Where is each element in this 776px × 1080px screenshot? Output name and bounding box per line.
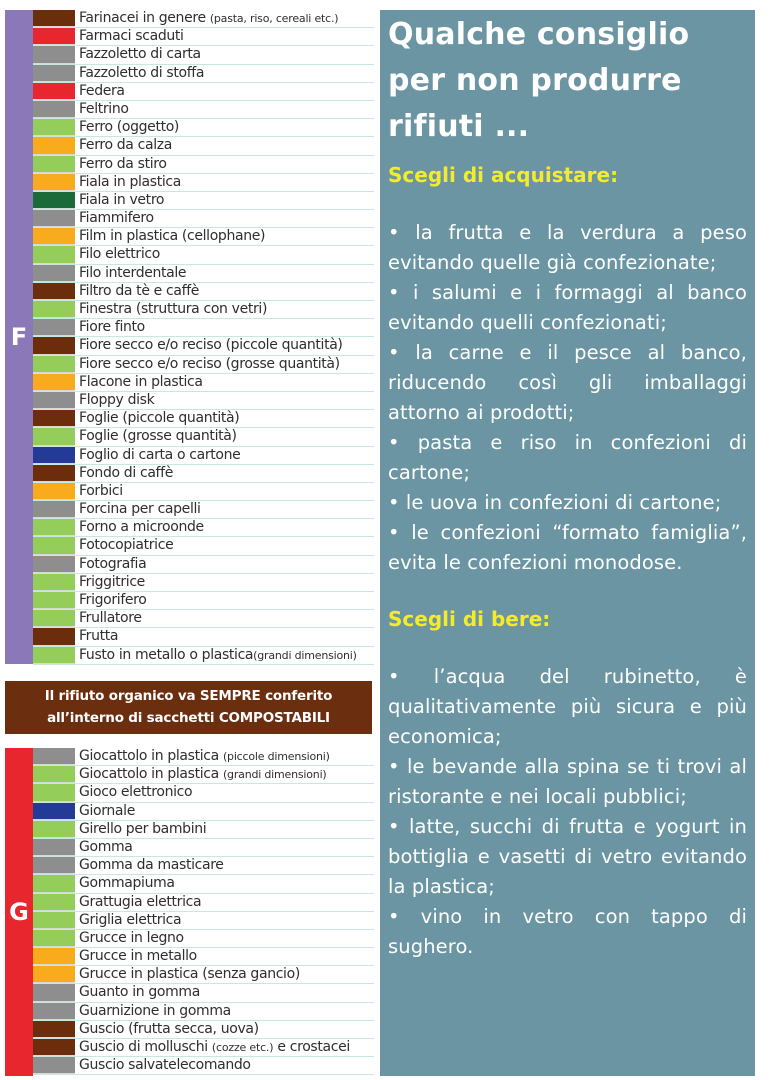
item-text: Guscio (frutta secca, uova) [79,1020,259,1037]
bin-color-swatch [33,556,75,573]
item-text: Fiala in vetro [79,191,165,208]
bin-color-swatch [33,428,75,445]
bin-color-swatch [33,766,75,783]
item-label [75,483,374,500]
bin-color-swatch [33,592,75,609]
drink-heading: Scegli di bere: [388,607,551,631]
item-note: (piccole dimensioni) [222,750,330,763]
item-label [75,803,374,820]
list-item [33,556,374,574]
list-item [33,65,374,83]
section-letter-f: F [10,323,28,351]
item-text: Frutta [79,628,119,645]
item-text: Filo interdentale [79,264,187,281]
item-label [75,930,374,947]
list-item [33,647,374,665]
bin-color-swatch [33,984,75,1001]
list-item [33,948,374,966]
bin-color-swatch [33,821,75,838]
item-text: Grucce in metallo [79,948,197,965]
item-text: Farmaci scaduti [79,28,184,45]
item-label [75,821,374,838]
list-item [33,930,374,948]
item-label [75,174,374,191]
buy-tip: • pasta e riso in confezioni di cartone; [388,431,747,484]
item-label [75,839,374,856]
item-note: (pasta, riso, cereali etc.) [209,12,339,25]
item-text: Foglio di carta o cartone [79,446,241,463]
item-label [75,1003,374,1020]
item-label [75,610,374,627]
list-item [33,101,374,119]
bin-color-swatch [33,803,75,820]
item-text: Grucce in plastica (senza gancio) [79,966,300,983]
bin-color-swatch [33,301,75,318]
item-text: Flacone in plastica [79,373,203,390]
letter-bar-g [5,748,33,1076]
item-label [75,628,374,645]
list-item [33,301,374,319]
item-text: Giocattolo in plastica [79,748,223,764]
item-text: Grattugia elettrica [79,893,202,910]
item-text: Farinacei in genere [79,10,210,26]
tips-title-line: per non produrre [388,63,682,98]
list-item [33,356,374,374]
list-item [33,246,374,264]
list-item [33,265,374,283]
item-label [75,948,374,965]
bin-color-swatch [33,839,75,856]
list-item [33,501,374,519]
item-text: Guscio salvatelecomando [79,1057,251,1074]
item-label [75,556,374,573]
list-item [33,1003,374,1021]
bin-color-swatch [33,447,75,464]
list-item [33,83,374,101]
bin-color-swatch [33,210,75,227]
list-item [33,1057,374,1075]
bin-color-swatch [33,137,75,154]
item-text: Ferro da stiro [79,155,167,172]
item-text: Gioco elettronico [79,784,193,801]
list-item [33,748,374,766]
item-label [75,46,374,63]
item-label [75,519,374,536]
item-label [75,784,374,801]
bin-color-swatch [33,337,75,354]
item-label [75,246,374,263]
item-label [75,1039,374,1056]
item-label [75,65,374,82]
list-item [33,428,374,446]
item-label [75,374,374,391]
bin-color-swatch [33,356,75,373]
list-item [33,283,374,301]
bin-color-swatch [33,101,75,118]
item-label [75,410,374,427]
bin-color-swatch [33,574,75,591]
list-item [33,465,374,483]
item-text: Giornale [79,802,135,819]
item-text: Fiore finto [79,319,145,336]
item-label [75,356,374,373]
bin-color-swatch [33,410,75,427]
list-item [33,875,374,893]
item-text: Guscio di molluschi [79,1039,212,1055]
drink-tip: • l’acqua del rubinetto, è qualitativamente più sicura e più economica; [388,665,747,748]
buy-tip: • la carne e il pesce al banco, riducendo così gli imballaggi attorno ai prodotti; [388,341,747,424]
tips-title-line: Qualche consiglio [388,17,690,52]
item-label [75,984,374,1001]
drink-tip: • latte, succhi di frutta e yogurt in bottiglia e vasetti di vetro evitando la plastica; [388,815,747,898]
item-text: Gommapiuma [79,875,175,892]
item-label [75,10,374,27]
item-text: Fiore secco e/o reciso (grosse quantità) [79,355,340,372]
item-text: Filo elettrico [79,246,160,263]
item-note: (cozze etc.) [211,1041,274,1054]
list-item [33,912,374,930]
bin-color-swatch [33,501,75,518]
banner-line-1: Il rifiuto organico va SEMPRE conferito [44,688,333,704]
item-text: Forno a microonde [79,519,204,536]
item-list-g [33,748,374,1075]
item-text: Frigorifero [79,592,147,608]
list-item [33,374,374,392]
item-label [75,447,374,464]
item-text: Finestra (struttura con vetri) [79,301,268,317]
bin-color-swatch [33,610,75,627]
item-label [75,392,374,409]
item-label [75,210,374,227]
bin-color-swatch [33,392,75,409]
bin-color-swatch [33,228,75,245]
item-label [75,766,374,783]
item-label [75,156,374,173]
list-item [33,766,374,784]
list-item [33,574,374,592]
tips-title [388,12,747,150]
list-item [33,447,374,465]
item-text: Federa [79,82,125,99]
list-item [33,483,374,501]
item-text-after: e crostacei [273,1039,350,1055]
item-text: Feltrino [79,100,129,117]
item-text: Filtro da tè e caffè [79,282,200,299]
bin-color-swatch [33,265,75,282]
item-text: Frullatore [79,610,142,627]
item-text: Fiore secco e/o reciso (piccole quantità) [79,337,343,354]
bin-color-swatch [33,374,75,391]
list-item [33,156,374,174]
bin-color-swatch [33,119,75,136]
bin-color-swatch [33,857,75,874]
list-item [33,984,374,1002]
item-text: Fazzoletto di carta [79,46,201,63]
list-item [33,137,374,155]
bin-color-swatch [33,83,75,100]
bin-color-swatch [33,948,75,965]
compost-banner [5,681,372,734]
item-label [75,912,374,929]
item-label [75,592,374,609]
list-item [33,537,374,555]
letter-bar-f [5,10,33,664]
list-item [33,410,374,428]
drink-tip: • le bevande alla spina se ti trovi al ristorante e nei locali pubblici; [388,755,747,808]
list-item [33,10,374,28]
list-item [33,821,374,839]
item-label [75,101,374,118]
list-item [33,894,374,912]
buy-tip: • la frutta e la verdura a peso evitando quelle già confezionate; [388,221,747,274]
item-text: Giocattolo in plastica [79,766,223,783]
item-text: Guarnizione in gomma [79,1002,231,1019]
drink-tip: • vino in vetro con tappo di sughero. [388,905,747,958]
item-label [75,966,374,983]
item-text: Fotocopiatrice [79,537,174,554]
bin-color-swatch [33,912,75,929]
item-text: Forbici [79,482,123,499]
item-list-f [33,10,374,665]
bin-color-swatch [33,519,75,536]
banner-line-2: all’interno di sacchetti COMPOSTABILI [47,710,330,726]
bin-color-swatch [33,1057,75,1074]
item-label [75,228,374,245]
item-text: Floppy disk [79,391,155,408]
item-text: Ferro da calza [79,137,172,154]
list-item [33,628,374,646]
item-label [75,337,374,354]
bin-color-swatch [33,628,75,645]
bin-color-swatch [33,875,75,892]
item-label [75,857,374,874]
item-text: Fondo di caffè [79,464,173,481]
item-label [75,875,374,892]
buy-tip: • i salumi e i formaggi al banco evitando quelli confezionati; [388,281,747,334]
item-label [75,137,374,154]
item-label [75,537,374,554]
bin-color-swatch [33,930,75,947]
item-label [75,28,374,45]
item-label [75,748,374,765]
item-label [75,301,374,318]
list-item [33,803,374,821]
list-item [33,337,374,355]
list-item [33,1021,374,1039]
item-text: Fiammifero [79,210,154,227]
list-item [33,119,374,137]
bin-color-swatch [33,894,75,911]
bin-color-swatch [33,1039,75,1056]
item-text: Foglie (grosse quantità) [79,428,237,445]
list-item [33,592,374,610]
item-text: Guanto in gomma [79,984,200,1001]
bin-color-swatch [33,174,75,191]
item-label [75,647,374,664]
bin-color-swatch [33,65,75,82]
list-item [33,392,374,410]
item-text: Fotografia [79,555,147,572]
list-item [33,46,374,64]
bin-color-swatch [33,319,75,336]
bin-color-swatch [33,465,75,482]
item-label [75,574,374,591]
list-item [33,966,374,984]
list-item [33,28,374,46]
item-text: Gomma da masticare [79,857,224,874]
buy-tip: • le uova in confezioni di cartone; [388,491,722,514]
item-label [75,119,374,136]
item-text: Gomma [79,838,133,855]
list-item [33,857,374,875]
bin-color-swatch [33,28,75,45]
item-label [75,1021,374,1038]
bin-color-swatch [33,1021,75,1038]
item-label [75,83,374,100]
item-label [75,192,374,209]
item-note: (grandi dimensioni) [222,768,327,782]
bin-color-swatch [33,748,75,765]
bin-color-swatch [33,10,75,27]
list-item [33,610,374,628]
item-text: Fazzoletto di stoffa [79,64,205,81]
item-text: Film in plastica (cellophane) [79,228,266,245]
bin-color-swatch [33,283,75,300]
section-letter-g: G [9,898,29,926]
item-note: (grandi dimensioni) [253,648,357,662]
item-text: Fiala in plastica [79,173,181,190]
tips-panel [380,10,755,1076]
list-item [33,228,374,246]
item-text: Foglie (piccole quantità) [79,410,240,427]
buy-tip: • le confezioni “formato famiglia”, evita le confezioni monodose. [388,521,747,574]
bin-color-swatch [33,1003,75,1020]
bin-color-swatch [33,966,75,983]
item-label [75,283,374,300]
item-label [75,1057,374,1074]
buy-heading: Scegli di acquistare: [388,163,619,187]
item-text: Griglia elettrica [79,911,182,928]
list-item [33,519,374,537]
item-text: Friggitrice [79,573,145,590]
list-item [33,192,374,210]
item-text: Grucce in legno [79,929,184,946]
item-label [75,319,374,336]
item-label [75,265,374,282]
list-item [33,319,374,337]
bin-color-swatch [33,647,75,664]
list-item [33,174,374,192]
item-text: Forcina per capelli [79,501,201,518]
tips-title-line: rifiuti ... [388,109,530,144]
item-label [75,894,374,911]
bin-color-swatch [33,46,75,63]
bin-color-swatch [33,156,75,173]
item-text: Ferro (oggetto) [79,119,180,136]
bin-color-swatch [33,537,75,554]
item-text: Girello per bambini [79,820,207,837]
item-text: Fusto in metallo o plastica [79,646,254,663]
item-label [75,428,374,445]
bin-color-swatch [33,784,75,801]
list-item [33,839,374,857]
bin-color-swatch [33,246,75,263]
list-item [33,1039,374,1057]
bin-color-swatch [33,483,75,500]
bin-color-swatch [33,192,75,209]
list-item [33,784,374,802]
item-label [75,465,374,482]
list-item [33,210,374,228]
item-label [75,501,374,518]
